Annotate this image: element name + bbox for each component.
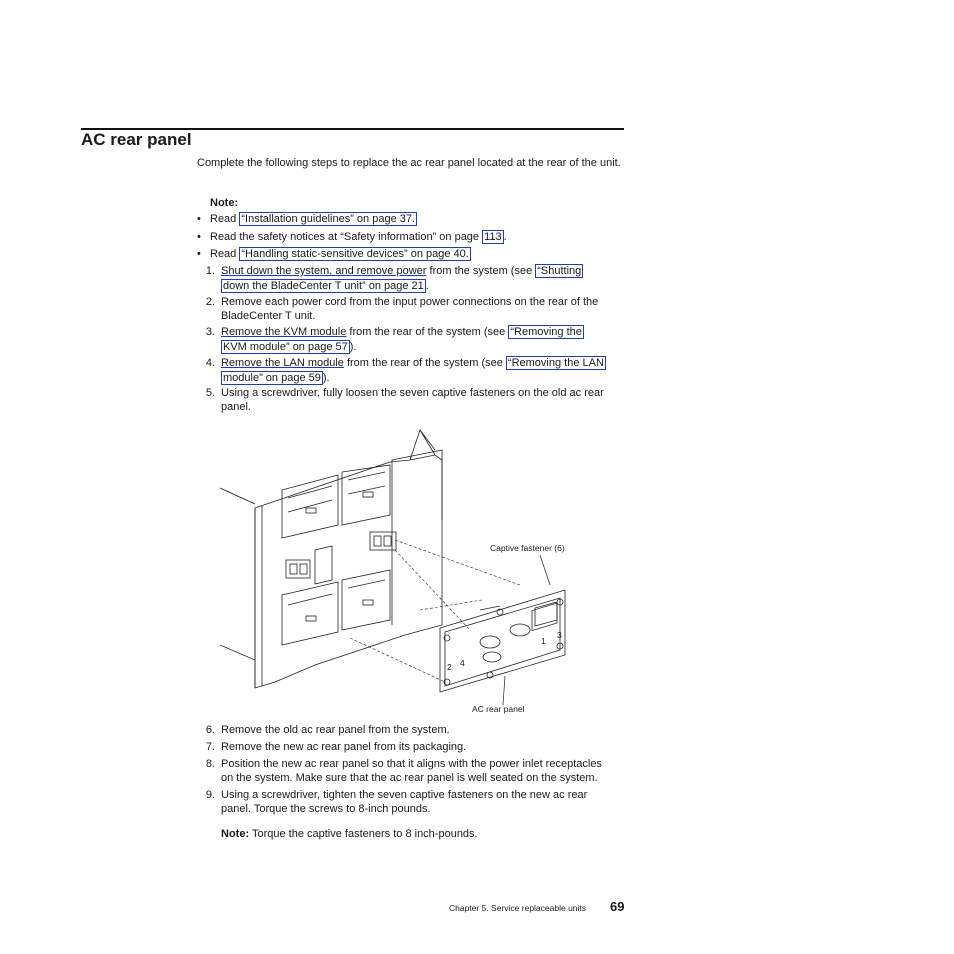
step-number: 3.	[205, 326, 215, 338]
step-text: on the system. Make sure that the ac rear panel is well seated on the system.	[221, 771, 598, 784]
bullet-text: Read the safety notices at “Safety information” on page	[210, 231, 483, 243]
callout-3: 3	[557, 630, 562, 640]
link-removing-kvm-part1[interactable]: “Removing the	[510, 326, 582, 338]
link-installation-guidelines[interactable]: “Installation guidelines” on page 37.	[241, 213, 416, 225]
link-safety-information[interactable]: 113	[484, 231, 502, 243]
step-text: from the system (see	[426, 265, 536, 277]
bullet-dot: •	[197, 231, 201, 243]
footer-chapter: Chapter 5. Service replaceable units	[449, 903, 587, 913]
step-text: Remove each power cord from the input power connections on the rear of the	[221, 296, 599, 308]
step-text: panel.	[221, 400, 251, 413]
ac-rear-panel-figure	[220, 420, 580, 720]
bullet-suffix: .	[503, 231, 507, 243]
callout-2: 2	[447, 662, 452, 672]
step-number: 1.	[205, 265, 215, 277]
note-heading: Note:	[210, 197, 239, 209]
step-number: 4.	[205, 357, 215, 369]
bullet-text: Read	[210, 213, 240, 225]
link-remove-kvm[interactable]: Remove the KVM module	[221, 326, 347, 338]
step-number: 5.	[205, 387, 215, 399]
step-text: panel. Torque the screws to 8-inch pounds.	[221, 802, 431, 815]
step-number: 9.	[205, 789, 215, 801]
step-text: from the rear of the system (see	[343, 357, 506, 369]
bullet-dot: •	[197, 248, 201, 260]
step-suffix: ).	[322, 371, 330, 384]
captive-leader-line	[540, 555, 550, 585]
link-removing-lan-part1[interactable]: “Removing the LAN	[507, 357, 604, 369]
link-shutting-down-part1[interactable]: “Shutting	[537, 265, 582, 277]
intro-paragraph: Complete the following steps to replace the ac rear panel located at the rear of the unit.	[197, 157, 621, 169]
step-number: 6.	[205, 724, 215, 736]
step-text: Remove the new ac rear panel from its packaging.	[221, 741, 467, 753]
torque-note	[221, 828, 478, 840]
panel-leader-line	[503, 676, 505, 705]
step-text: Using a screwdriver, fully loosen the seven captive fasteners on the old ac rear	[221, 387, 604, 399]
torque-note-text: Torque the captive fasteners to 8 inch-pounds.	[251, 828, 478, 840]
step-suffix: .	[425, 279, 429, 292]
step-number: 8.	[205, 758, 215, 770]
chassis-drawing	[220, 430, 442, 688]
step-text: BladeCenter T unit.	[221, 309, 316, 322]
bullet-text: Read	[210, 248, 240, 260]
ac-rear-panel-drawing	[440, 590, 565, 692]
step-number: 2.	[205, 296, 215, 308]
link-shutting-down-part2[interactable]: down the BladeCenter T unit” on page 21	[223, 279, 424, 292]
step-suffix: ).	[349, 340, 357, 353]
step-text: Position the new ac rear panel so that it aligns with the power inlet receptacles	[221, 758, 602, 770]
torque-note-label: Note:	[221, 828, 250, 840]
ac-rear-panel-label: AC rear panel	[472, 704, 525, 714]
link-removing-lan-part2[interactable]: module” on page 59	[223, 371, 321, 384]
page-title: AC rear panel	[81, 130, 192, 149]
page-number: 69	[610, 899, 625, 914]
callout-4: 4	[460, 658, 465, 668]
link-remove-lan[interactable]: Remove the LAN module	[221, 357, 344, 369]
step-text: Remove the old ac rear panel from the system.	[221, 724, 450, 736]
step-text: from the rear of the system (see	[346, 326, 509, 338]
step-text: Using a screwdriver, tighten the seven captive fasteners on the new ac rear	[221, 789, 588, 801]
link-shut-down[interactable]: Shut down the system, and remove power	[221, 265, 427, 277]
bullet-dot: •	[197, 213, 201, 225]
link-static-sensitive[interactable]: “Handling static-sensitive devices” on page 40.	[241, 248, 469, 260]
callout-1: 1	[541, 636, 546, 646]
step-number: 7.	[205, 741, 215, 753]
captive-fastener-label: Captive fastener (6)	[490, 543, 565, 553]
link-removing-kvm-part2[interactable]: KVM module” on page 57	[223, 340, 348, 353]
alignment-lines	[350, 540, 520, 682]
